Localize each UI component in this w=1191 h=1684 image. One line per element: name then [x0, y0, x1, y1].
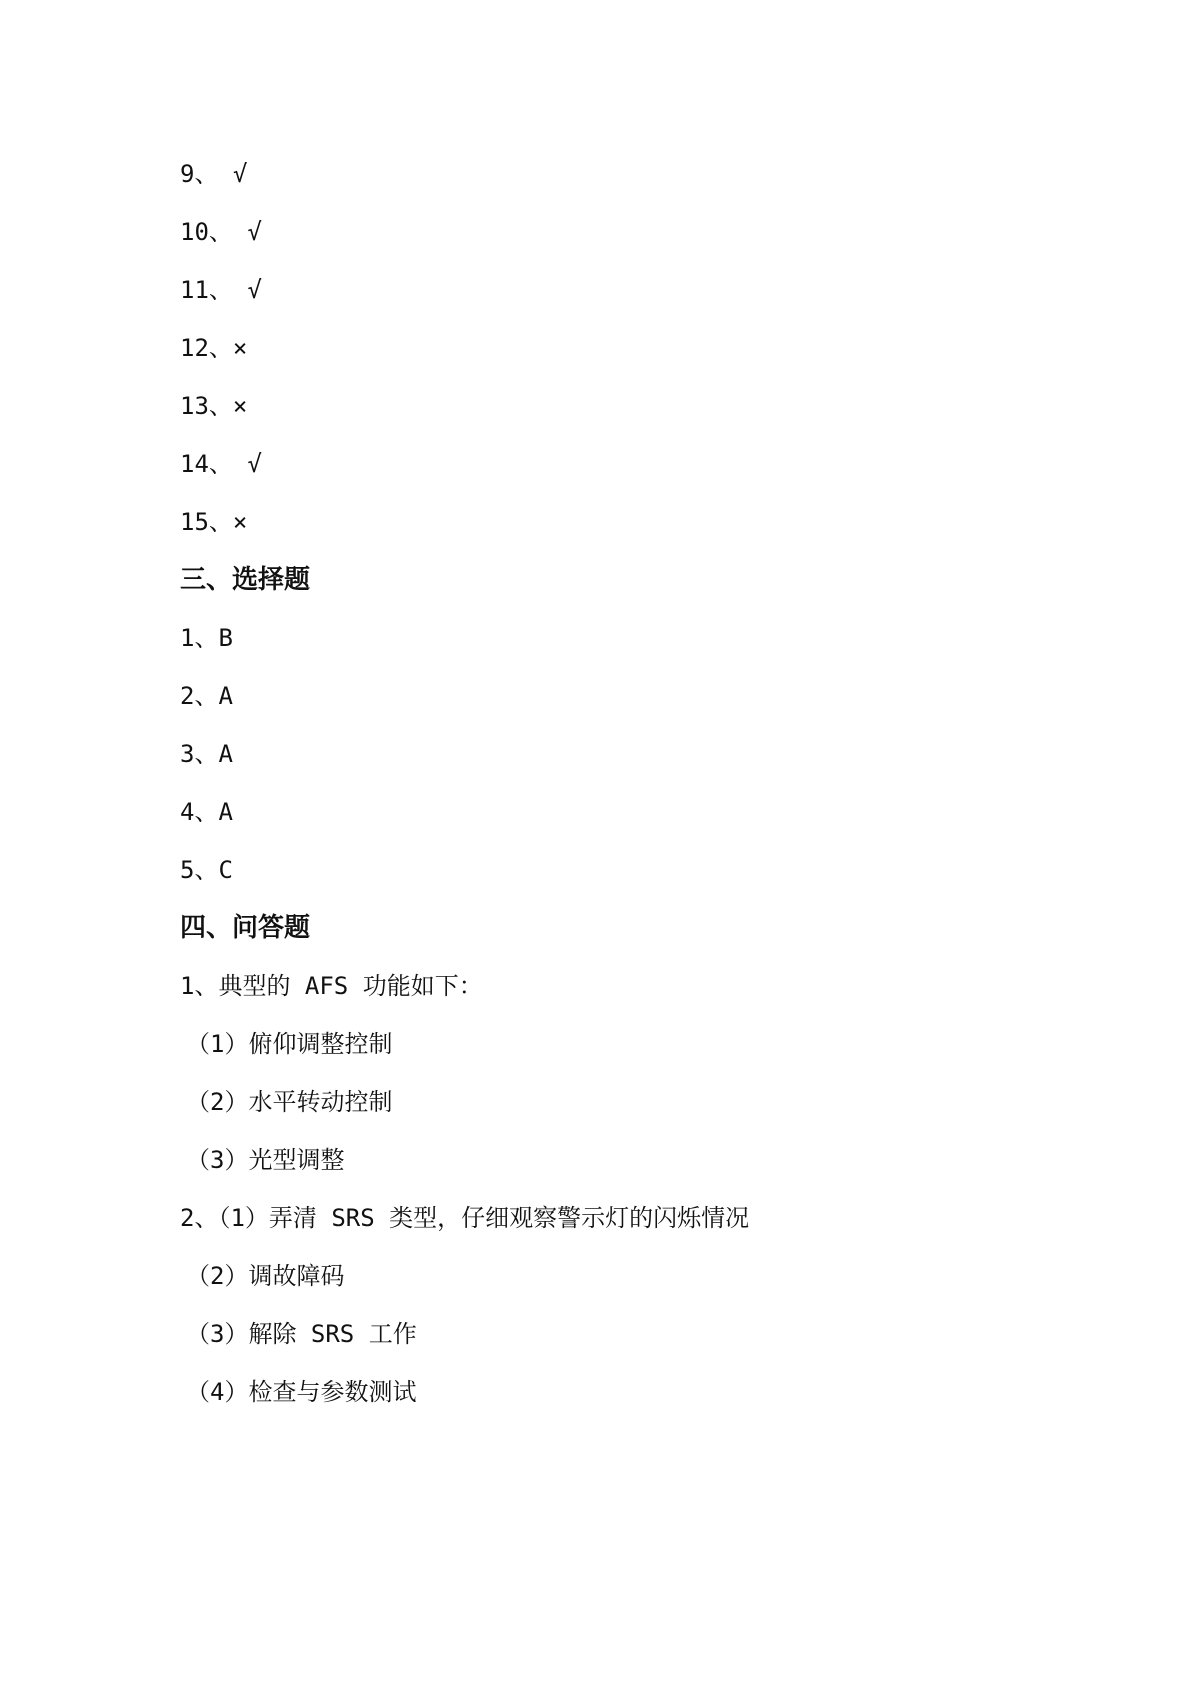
section-heading-qa: 四、问答题	[180, 913, 311, 943]
answer-point: （3）解除 SRS 工作	[186, 1320, 417, 1348]
question-answer: 1、典型的 AFS 功能如下：	[180, 972, 483, 1000]
answer-line: 3、A	[180, 740, 233, 768]
answer-line: 11、 √	[180, 276, 262, 304]
answer-line: 5、C	[180, 856, 233, 884]
answer-line: 12、×	[180, 334, 248, 362]
answer-point: （2）调故障码	[186, 1262, 345, 1290]
answer-point: （4）检查与参数测试	[186, 1378, 417, 1406]
question-answer: 2、（1）弄清 SRS 类型，仔细观察警示灯的闪烁情况	[180, 1204, 750, 1232]
answer-point: （2）水平转动控制	[186, 1088, 393, 1116]
answer-line: 15、×	[180, 508, 248, 536]
answer-point: （3）光型调整	[186, 1146, 345, 1174]
answer-line: 4、A	[180, 798, 233, 826]
answer-point: （1）俯仰调整控制	[186, 1030, 393, 1058]
answer-line: 13、×	[180, 392, 248, 420]
answer-line: 10、 √	[180, 218, 262, 246]
section-heading-choice: 三、选择题	[180, 565, 311, 595]
answer-line: 14、 √	[180, 450, 262, 478]
answer-line: 1、B	[180, 624, 233, 652]
answer-line: 9、 √	[180, 160, 248, 188]
answer-line: 2、A	[180, 682, 233, 710]
